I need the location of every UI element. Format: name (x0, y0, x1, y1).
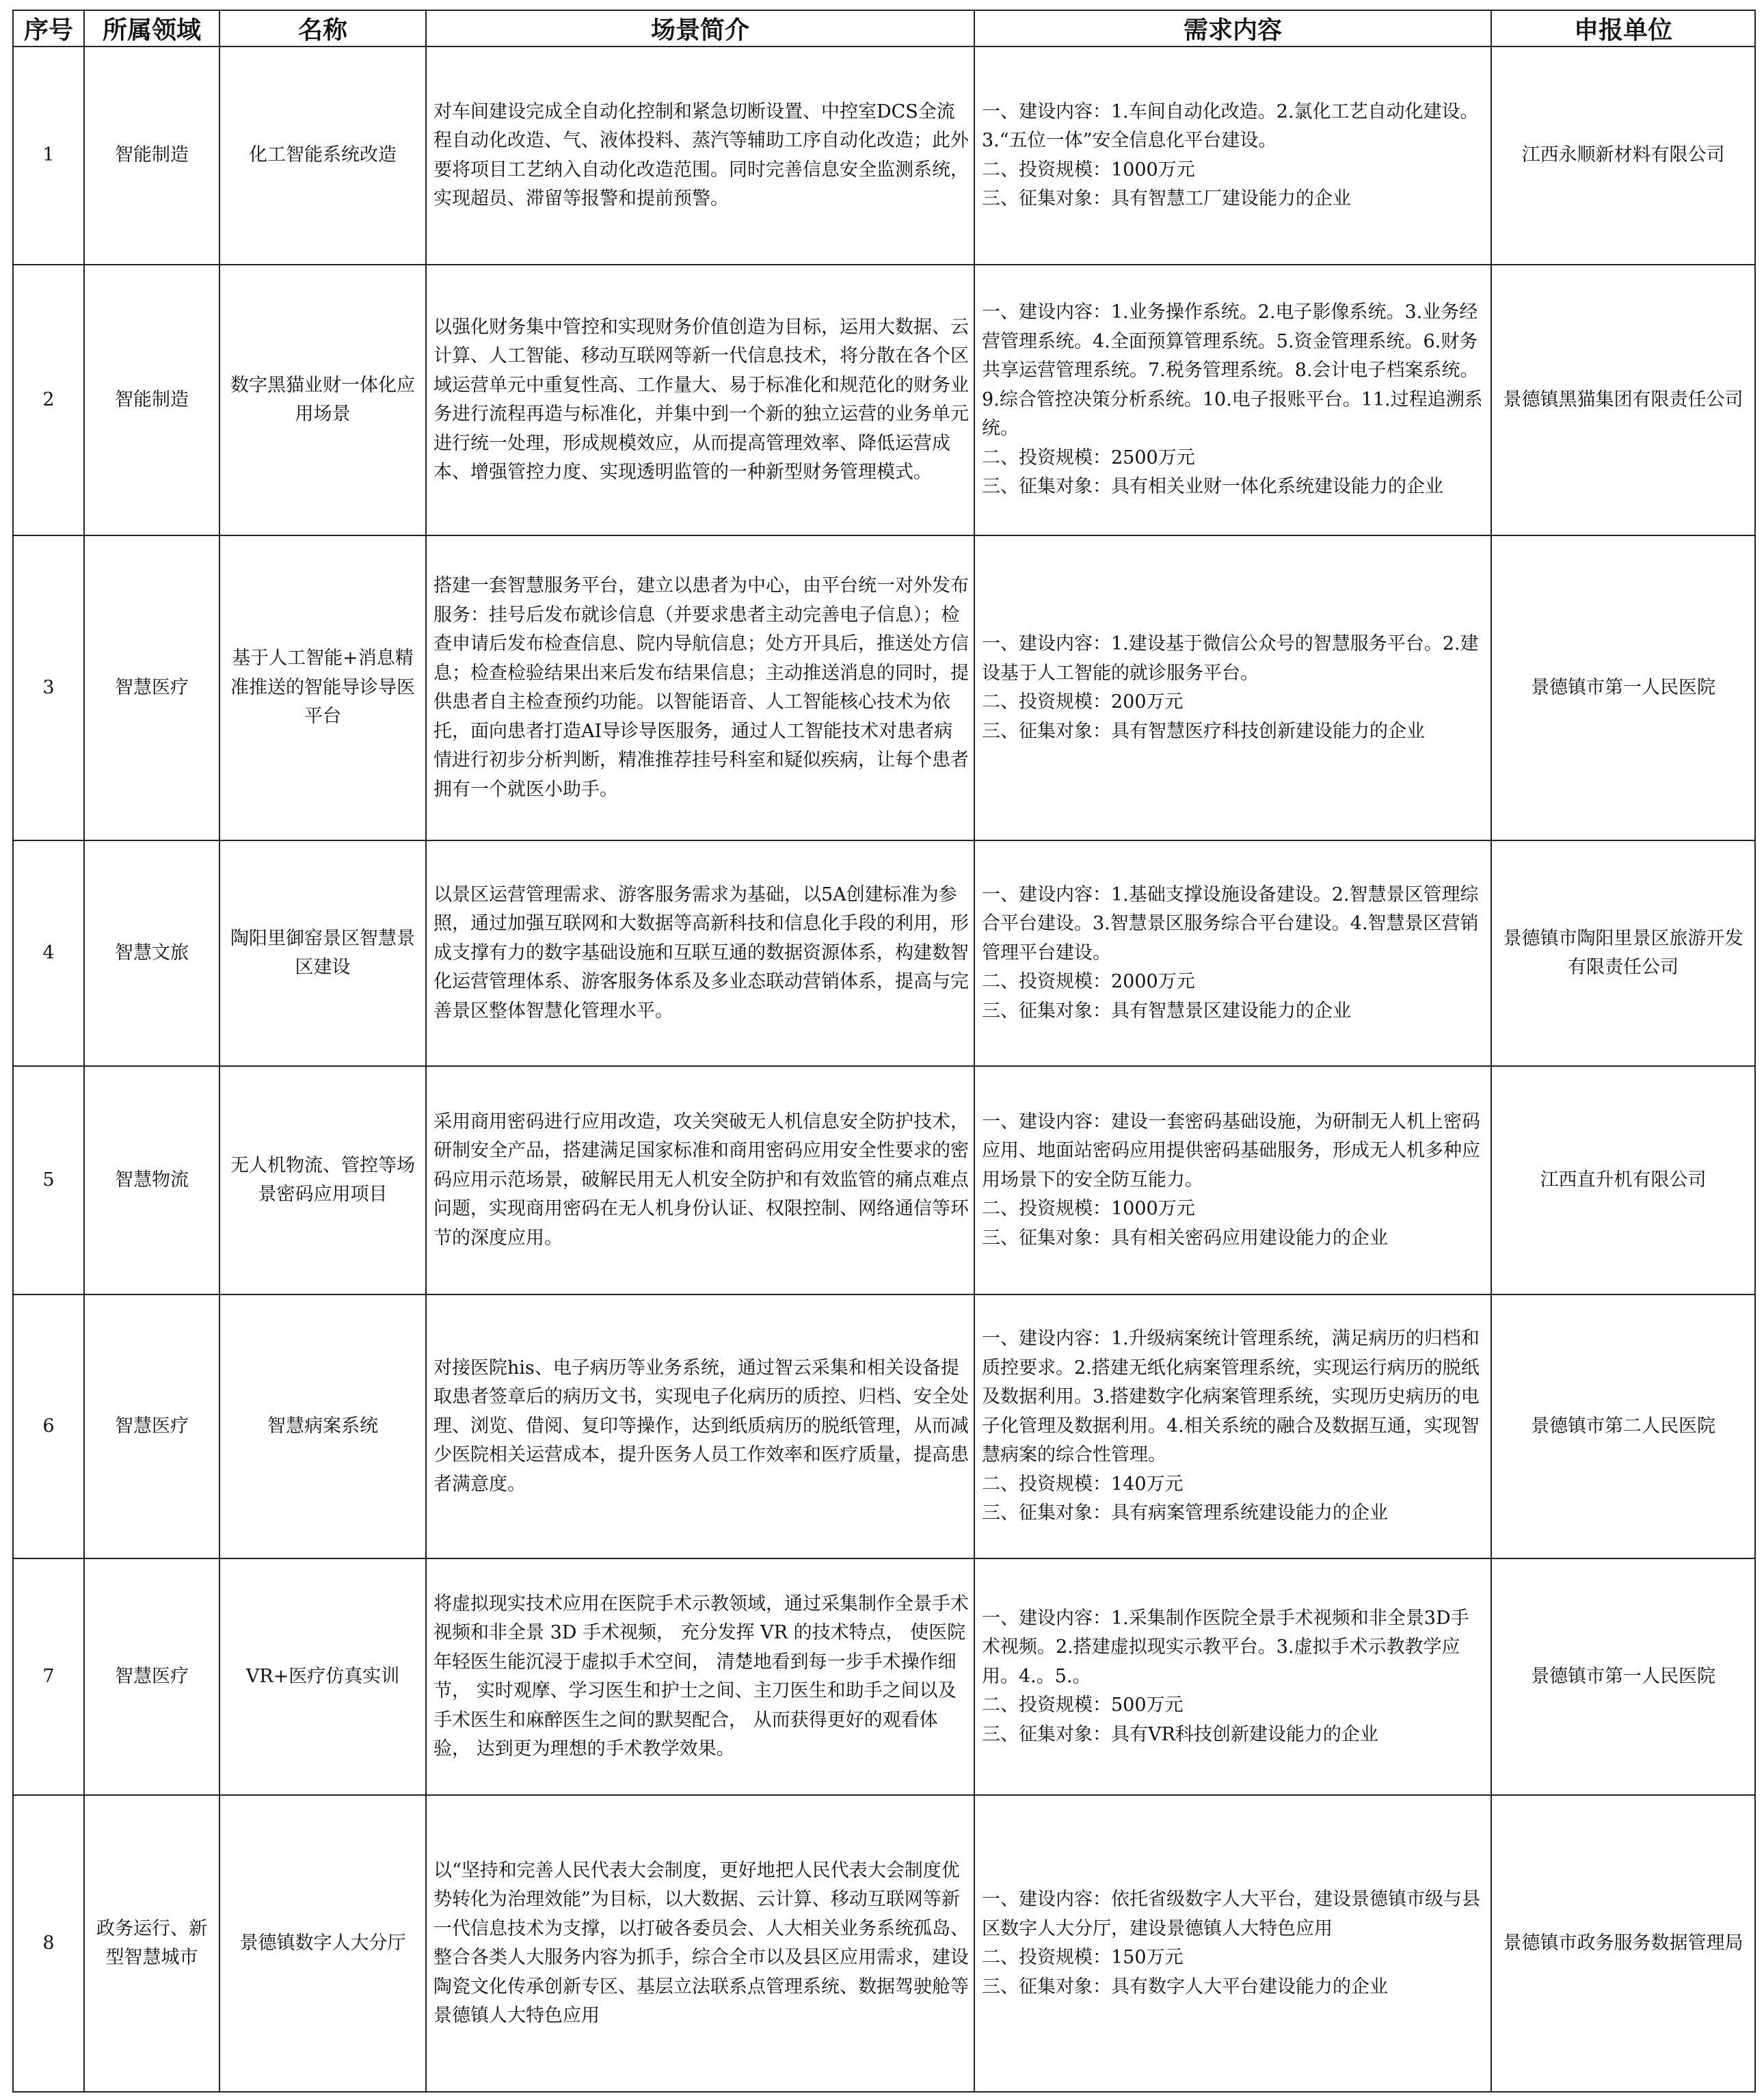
demand-target: 三、征集对象：具有智慧景区建设能力的企业 (982, 1000, 1351, 1022)
cell-no: 2 (13, 265, 84, 535)
table-row (13, 1558, 1755, 1795)
project-table (12, 10, 1756, 2093)
cell-name: 陶阳里御窑景区智慧景区建设 (219, 840, 426, 1066)
cell-demand (974, 535, 1491, 840)
header-name: 名称 (219, 10, 426, 47)
demand-target: 三、征集对象：具有相关业财一体化系统建设能力的企业 (982, 476, 1443, 498)
cell-unit: 景德镇市政务服务数据管理局 (1491, 1795, 1755, 2092)
cell-intro: 以强化财务集中管控和实现财务价值创造为目标，运用大数据、云计算、人工智能、移动互联网等新一代信息技术，将分散在各个区域运营单元中重复性高、工作量大、易于标准化和规范化的财务业务进行流程再造与标准化，并集中到一个新的独立运营的业务单元进行统一处理，形成规模效应，从而提高管理效率、降低运营成本、增强管控力度、实现透明监管的一种新型财务管理模式。 (426, 265, 974, 535)
cell-unit: 景德镇市第一人民医院 (1491, 535, 1755, 840)
demand-content: 一、建设内容：建设一套密码基础设施，为研制无人机上密码应用、地面站密码应用提供密码基础服务，形成无人机多种应用场景下的安全防互能力。 (982, 1111, 1480, 1191)
demand-content: 一、建设内容：1.业务操作系统。2.电子影像系统。3.业务经营管理系统。4.全面预算管理系统。5.资金管理系统。6.财务共享运营管理系统。7.税务管理系统。8.会计电子档案系统。9.综合管控决策分析系统。10.电子报账平台。11.过程追溯系统。 (982, 302, 1483, 440)
cell-no: 8 (13, 1795, 84, 2092)
cell-unit: 景德镇黑猫集团有限责任公司 (1491, 265, 1755, 535)
demand-target: 三、征集对象：具有相关密码应用建设能力的企业 (982, 1227, 1388, 1249)
demand-investment: 二、投资规模：2500万元 (982, 447, 1195, 468)
cell-domain: 智慧医疗 (84, 1294, 219, 1558)
cell-domain: 智慧医疗 (84, 535, 219, 840)
cell-unit: 景德镇市第二人民医院 (1491, 1294, 1755, 1558)
cell-demand (974, 1558, 1491, 1795)
cell-no: 7 (13, 1558, 84, 1795)
demand-investment: 二、投资规模：150万元 (982, 1947, 1184, 1968)
cell-name: 无人机物流、管控等场景密码应用项目 (219, 1066, 426, 1294)
demand-investment: 二、投资规模：2000万元 (982, 971, 1195, 993)
cell-name: 智慧病案系统 (219, 1294, 426, 1558)
header-intro: 场景简介 (426, 10, 974, 47)
cell-name: 景德镇数字人大分厅 (219, 1795, 426, 2092)
table-row (13, 1066, 1755, 1294)
table-row (13, 47, 1755, 265)
cell-name: 基于人工智能+消息精准推送的智能导诊导医平台 (219, 535, 426, 840)
demand-content: 一、建设内容：1.升级病案统计管理系统，满足病历的归档和质控要求。2.搭建无纸化病案管理系统，实现运行病历的脱纸及数据利用。3.搭建数字化病案管理系统，实现历史病历的电子化管理及数据利用。4.相关系统的融合及数据互通，实现智慧病案的综合性管理。 (982, 1328, 1480, 1466)
demand-investment: 二、投资规模：200万元 (982, 691, 1184, 713)
cell-unit: 景德镇市第一人民医院 (1491, 1558, 1755, 1795)
header-unit: 申报单位 (1491, 10, 1755, 47)
cell-intro: 以“坚持和完善人民代表大会制度，更好地把人民代表大会制度优势转化为治理效能”为目标，以大数据、云计算、移动互联网等新一代信息技术为支撑，以打破各委员会、人大相关业务系统孤岛、整合各类人大服务内容为抓手，综合全市以及县区应用需求，建设陶瓷文化传承创新专区、基层立法联系点管理系统、数据驾驶舱等景德镇人大特色应用 (426, 1795, 974, 2092)
cell-name: 化工智能系统改造 (219, 47, 426, 265)
demand-content: 一、建设内容：1.基础支撑设施设备建设。2.智慧景区管理综合平台建设。3.智慧景区服务综合平台建设。4.智慧景区营销管理平台建设。 (982, 884, 1479, 964)
header-domain: 所属领域 (84, 10, 219, 47)
demand-content: 一、建设内容：1.建设基于微信公众号的智慧服务平台。2.建设基于人工智能的就诊服务平台。 (982, 633, 1479, 684)
demand-investment: 二、投资规模：500万元 (982, 1695, 1184, 1716)
table-row (13, 1795, 1755, 2092)
cell-demand (974, 1795, 1491, 2092)
demand-target: 三、征集对象：具有智慧工厂建设能力的企业 (982, 188, 1351, 209)
header-row (13, 10, 1755, 47)
cell-domain: 智慧物流 (84, 1066, 219, 1294)
cell-demand (974, 1066, 1491, 1294)
cell-name: 数字黑猫业财一体化应用场景 (219, 265, 426, 535)
cell-no: 4 (13, 840, 84, 1066)
cell-intro: 对接医院his、电子病历等业务系统，通过智云采集和相关设备提取患者签章后的病历文书，实现电子化病历的质控、归档、安全处理、浏览、借阅、复印等操作，达到纸质病历的脱纸管理，从而减少医院相关运营成本，提升医务人员工作效率和医疗质量，提高患者满意度。 (426, 1294, 974, 1558)
header-demand: 需求内容 (974, 10, 1491, 47)
cell-domain: 智能制造 (84, 47, 219, 265)
header-no: 序号 (13, 10, 84, 47)
demand-investment: 二、投资规模：1000万元 (982, 1198, 1195, 1220)
cell-domain: 智慧文旅 (84, 840, 219, 1066)
table-row (13, 535, 1755, 840)
cell-intro: 以景区运营管理需求、游客服务需求为基础，以5A创建标准为参照，通过加强互联网和大数据等高新科技和信息化手段的利用，形成支撑有力的数字基础设施和互联互通的数据资源体系，构建数智化运营管理体系、游客服务体系及多业态联动营销体系，提高与完善景区整体智慧化管理水平。 (426, 840, 974, 1066)
table-row (13, 840, 1755, 1066)
demand-content: 一、建设内容：1.采集制作医院全景手术视频和非全景3D手术视频。2.搭建虚拟现实示教平台。3.虚拟手术示教教学应用。4.。5.。 (982, 1607, 1469, 1687)
demand-target: 三、征集对象：具有数字人大平台建设能力的企业 (982, 1976, 1388, 1997)
demand-target: 三、征集对象：具有VR科技创新建设能力的企业 (982, 1723, 1378, 1745)
demand-investment: 二、投资规模：1000万元 (982, 159, 1195, 181)
cell-name: VR+医疗仿真实训 (219, 1558, 426, 1795)
demand-target: 三、征集对象：具有智慧医疗科技创新建设能力的企业 (982, 720, 1425, 742)
cell-unit: 江西直升机有限公司 (1491, 1066, 1755, 1294)
cell-domain: 政务运行、新型智慧城市 (84, 1795, 219, 2092)
cell-domain: 智慧医疗 (84, 1558, 219, 1795)
cell-domain: 智能制造 (84, 265, 219, 535)
cell-demand (974, 47, 1491, 265)
demand-target: 三、征集对象：具有病案管理系统建设能力的企业 (982, 1502, 1388, 1524)
cell-no: 5 (13, 1066, 84, 1294)
cell-demand (974, 840, 1491, 1066)
cell-demand (974, 265, 1491, 535)
cell-no: 3 (13, 535, 84, 840)
cell-no: 1 (13, 47, 84, 265)
demand-content: 一、建设内容：依托省级数字人大平台，建设景德镇市级与县区数字人大分厅，建设景德镇人大特色应用 (982, 1889, 1480, 1939)
cell-intro: 对车间建设完成全自动化控制和紧急切断设置、中控室DCS全流程自动化改造、气、液体投料、蒸汽等辅助工序自动化改造；此外要将项目工艺纳入自动化改造范围。同时完善信息安全监测系统，实现超员、滞留等报警和提前预警。 (426, 47, 974, 265)
demand-investment: 二、投资规模：140万元 (982, 1473, 1184, 1495)
table-row (13, 265, 1755, 535)
cell-intro: 采用商用密码进行应用改造，攻关突破无人机信息安全防护技术，研制安全产品，搭建满足国家标准和商用密码应用安全性要求的密码应用示范场景，破解民用无人机安全防护和有效监管的痛点难点问题，实现商用密码在无人机身份认证、权限控制、网络通信等环节的深度应用。 (426, 1066, 974, 1294)
cell-no: 6 (13, 1294, 84, 1558)
cell-intro: 将虚拟现实技术应用在医院手术示教领域，通过采集制作全景手术视频和非全景 3D 手术视频， 充分发挥 VR 的技术特点， 使医院年轻医生能沉浸于虚拟手术空间， 清楚地看到每一步手术操作细节， 实时观摩、学习医生和护士之间、主刀医生和助手之间以及手术医生和麻醉医生之间的默契配合， 从而获得更好的观看体验， 达到更为理想的手术教学效果。 (426, 1558, 974, 1795)
cell-intro: 搭建一套智慧服务平台，建立以患者为中心，由平台统一对外发布服务：挂号后发布就诊信息（并要求患者主动完善电子信息）；检查申请后发布检查信息、院内导航信息；处方开具后，推送处方信息；检查检验结果出来后发布结果信息；主动推送消息的同时，提供患者自主检查预约功能。以智能语音、人工智能核心技术为依托，面向患者打造AI导诊导医服务，通过人工智能技术对患者病情进行初步分析判断，精准推荐挂号科室和疑似疾病，让每个患者拥有一个就医小助手。 (426, 535, 974, 840)
demand-content: 一、建设内容：1.车间自动化改造。2.氯化工艺自动化建设。3.“五位一体”安全信息化平台建设。 (982, 101, 1479, 151)
cell-demand (974, 1294, 1491, 1558)
cell-unit: 江西永顺新材料有限公司 (1491, 47, 1755, 265)
cell-unit: 景德镇市陶阳里景区旅游开发有限责任公司 (1491, 840, 1755, 1066)
table-row (13, 1294, 1755, 1558)
